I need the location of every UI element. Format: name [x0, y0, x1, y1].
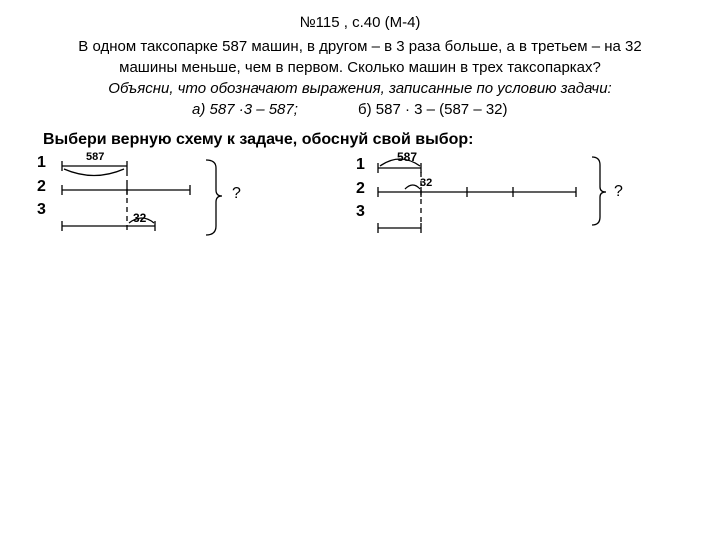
- left-row-label-3: 3: [37, 201, 46, 218]
- left-value-32: 32: [133, 211, 147, 225]
- left-value-587: 587: [86, 151, 105, 163]
- expression-b: б) 587 · 3 – (587 – 32): [358, 101, 508, 118]
- right-value-587: 587: [397, 150, 418, 164]
- right-scheme: [378, 157, 606, 233]
- right-total-brace: [592, 157, 606, 225]
- right-row-label-1: 1: [356, 156, 365, 173]
- right-value-32: 32: [420, 177, 433, 189]
- left-row-label-1: 1: [37, 154, 46, 171]
- left-row-label-2: 2: [37, 178, 46, 195]
- right-row-label-3: 3: [356, 203, 365, 220]
- problem-text-line-2: машины меньше, чем в первом. Сколько машин в трех таксопарках?: [119, 59, 601, 76]
- left-row1-brace: [64, 169, 124, 176]
- instruction-text: Объясни, что обозначают выражения, записанные по условию задачи:: [108, 80, 612, 97]
- left-question-mark: ?: [232, 185, 241, 202]
- problem-text-line-1: В одном таксопарке 587 машин, в другом – в 3 раза больше, а в третьем – на 32: [78, 38, 642, 55]
- task-text: Выбери верную схему к задаче, обоснуй свой выбор:: [43, 131, 474, 148]
- right-row-label-2: 2: [356, 180, 365, 197]
- left-total-brace: [206, 160, 222, 235]
- right-row2-brace: [405, 185, 420, 189]
- problem-title: №115 , с.40 (М-4): [299, 14, 421, 31]
- expression-a: а) 587 ·3 – 587;: [192, 101, 298, 118]
- right-question-mark: ?: [614, 183, 623, 200]
